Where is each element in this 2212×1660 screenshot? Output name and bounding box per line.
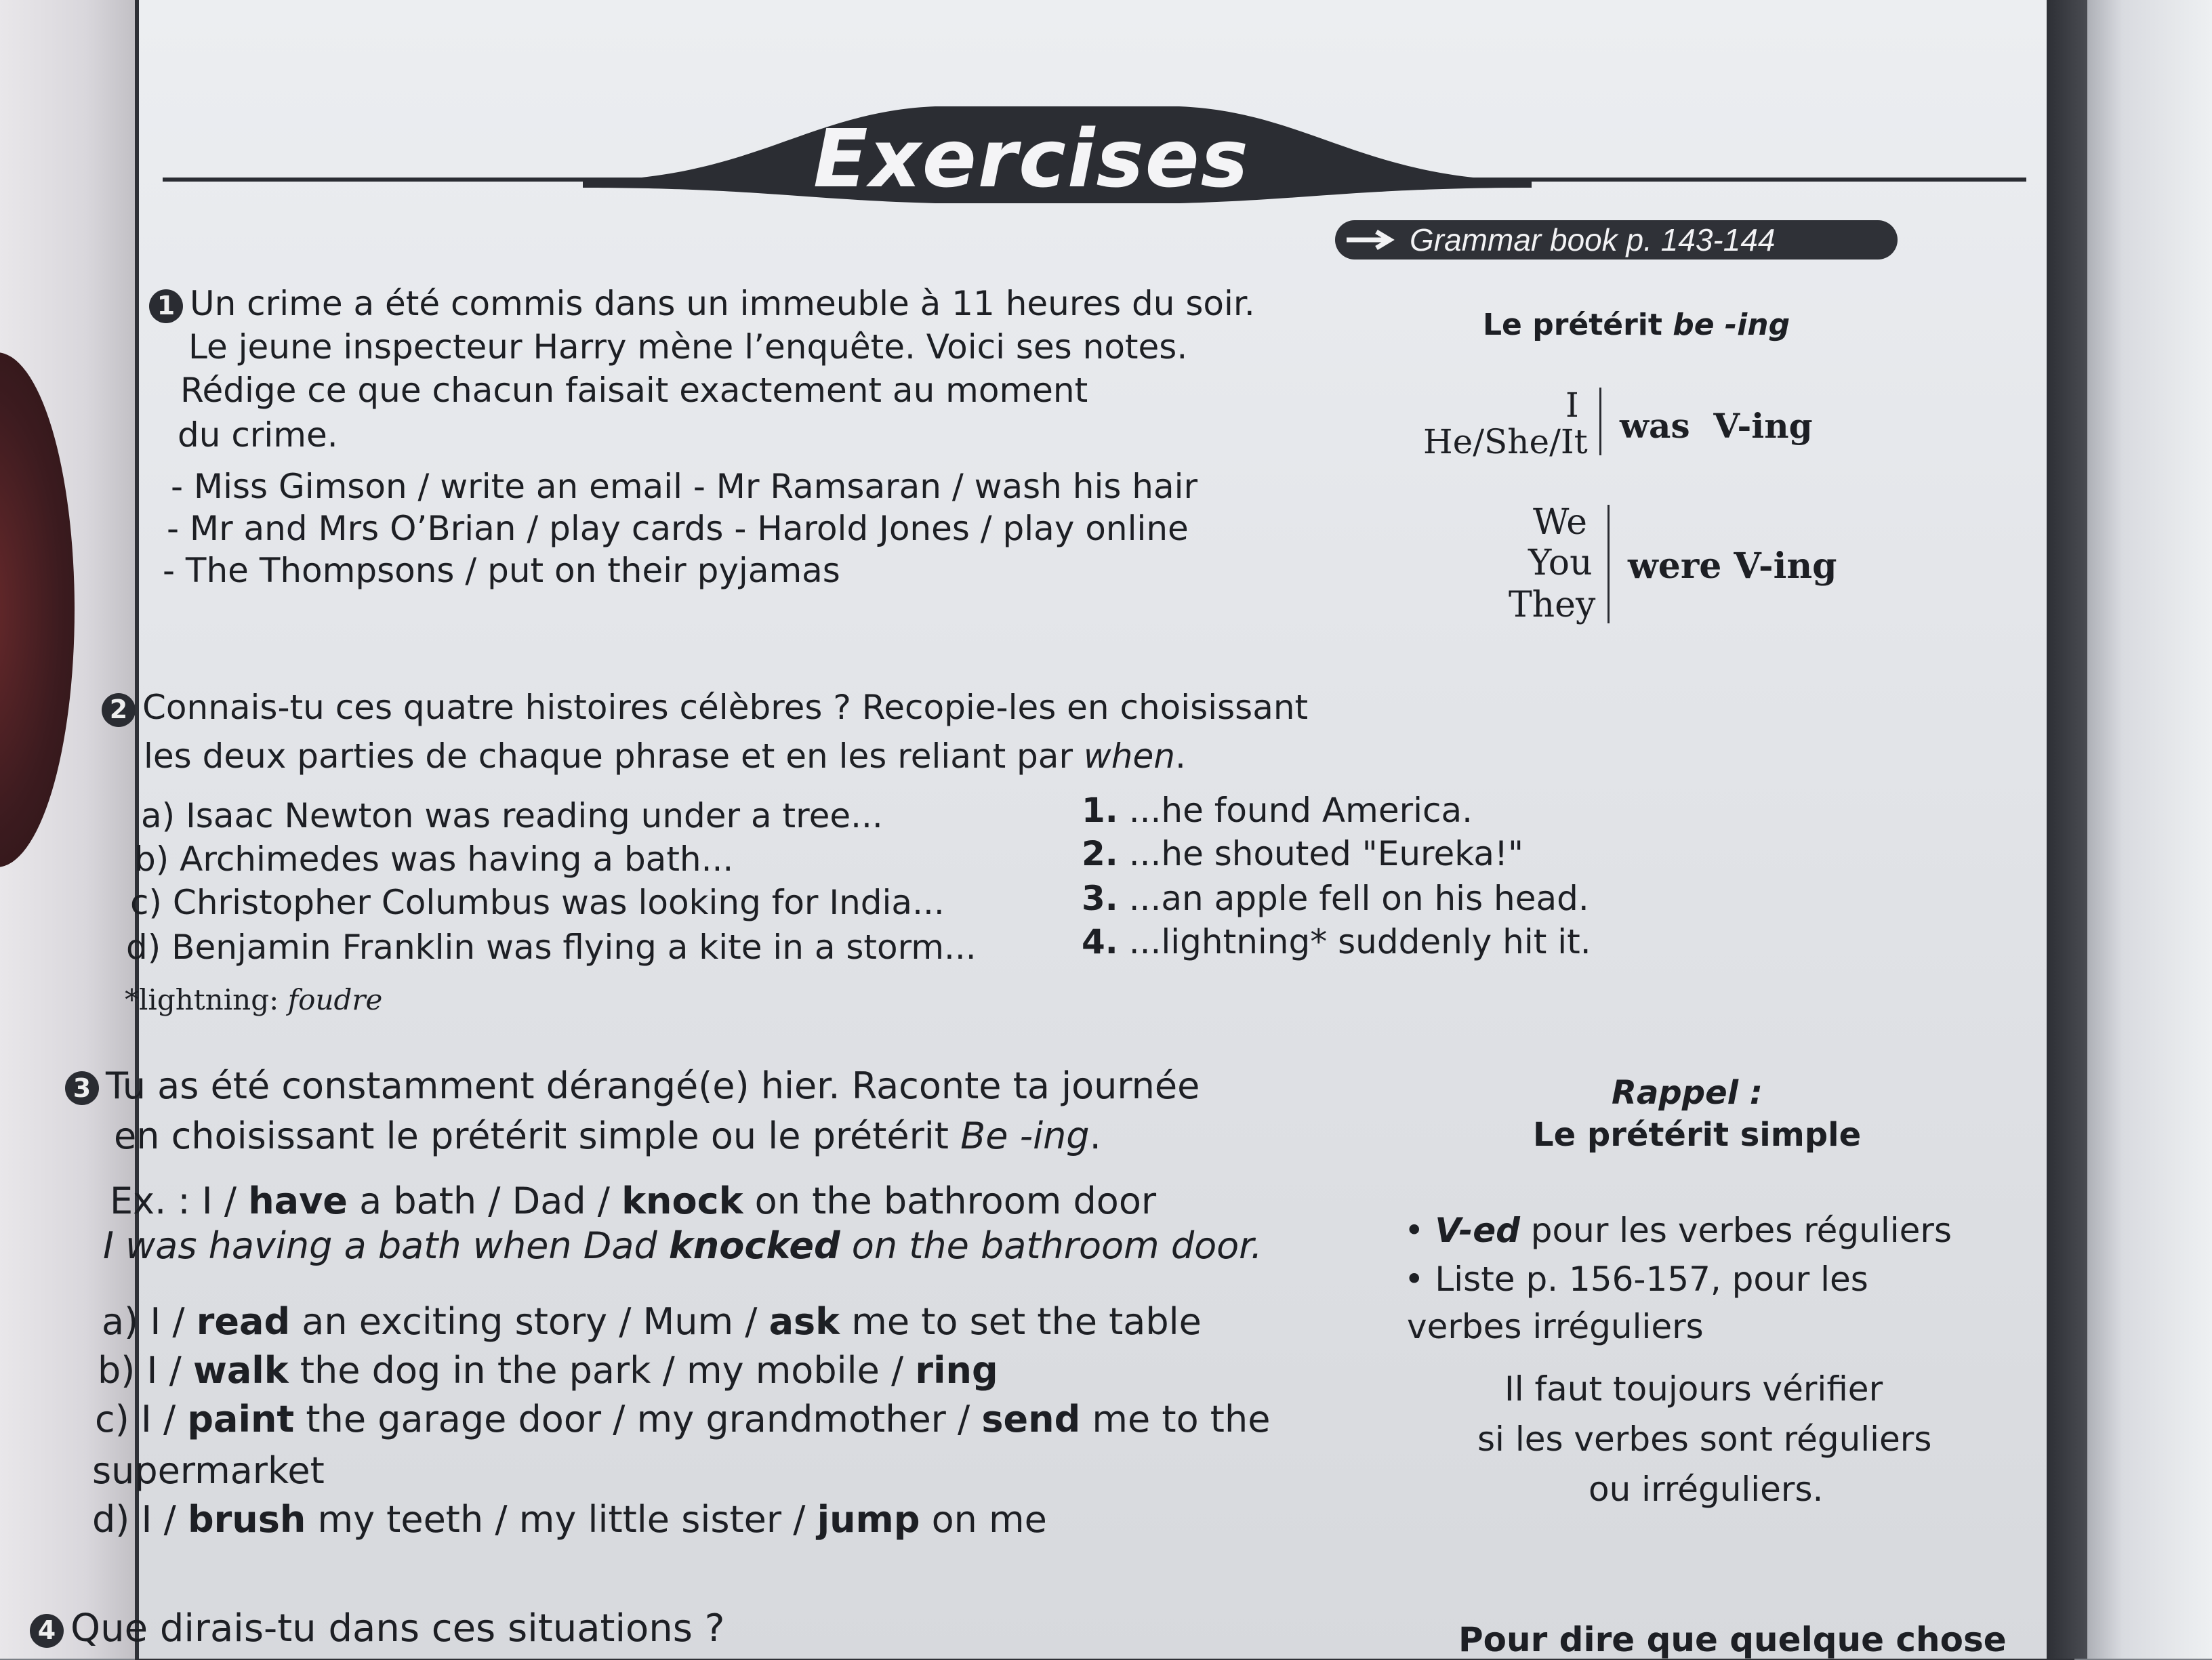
subject-i: I <box>1565 386 1579 425</box>
ex3-number: 3 <box>65 1071 99 1105</box>
ex3-item-b: b) I / walk the dog in the park / my mobile / ring <box>98 1349 998 1392</box>
rappel-note-2: si les verbes sont réguliers <box>1477 1419 1932 1459</box>
ex1-line-2: Le jeune inspecteur Harry mène l’enquête. Voici ses notes. <box>188 327 1188 367</box>
ex2-footnote: *lightning: foudre <box>125 983 383 1016</box>
ex1-note-1: - Miss Gimson / write an email - Mr Ramsaran / wash his hair <box>171 467 1198 506</box>
subject-you: You <box>1528 543 1593 583</box>
ex2-answer-3: 3. ...an apple fell on his head. <box>1082 879 1589 918</box>
ex1-line-4: du crime. <box>178 415 338 455</box>
rappel-note-1: Il faut toujours vérifier <box>1504 1369 1883 1409</box>
ex2-line-2: les deux parties de chaque phrase et en les reliant par when. <box>144 736 1186 776</box>
ex1-number: 1 <box>149 289 183 323</box>
rappel-bullet-1: • V-ed pour les verbes réguliers <box>1404 1211 1952 1250</box>
rappel-note-3: ou irréguliers. <box>1589 1470 1824 1509</box>
ex3-item-c-cont: supermarket <box>92 1449 325 1492</box>
ex2-item-b: b) Archimedes was having a bath... <box>134 839 734 879</box>
ex4-number: 4 <box>30 1614 64 1648</box>
arrow-right-icon <box>1335 220 1410 260</box>
be-ing-heading: Le prétérit be -ing <box>1483 308 1790 342</box>
grammar-reference-text: Grammar book p. 143-144 <box>1410 222 1776 257</box>
rappel-subtitle: Le prétérit simple <box>1533 1116 1862 1154</box>
ex2-number: 2 <box>102 693 136 727</box>
ex3-item-d: d) I / brush my teeth / my little sister / jump on me <box>92 1498 1047 1541</box>
ex2-item-d: d) Benjamin Franklin was flying a kite in a storm... <box>126 928 977 967</box>
ex1-note-2: - Mr and Mrs O’Brian / play cards - Harold Jones / play online <box>167 509 1189 548</box>
ex4-line-1: 4 Que dirais-tu dans ces situations ? <box>30 1607 724 1651</box>
grammar-reference <box>1335 220 1898 260</box>
ex3-item-c: c) I / paint the garage door / my grandmother / send me to the <box>95 1398 1271 1440</box>
ex3-line-2: en choisissant le prétérit simple ou le prétérit Be -ing. <box>114 1115 1101 1157</box>
divider-1 <box>1599 388 1601 455</box>
ex3-example-answer: I was having a bath when Dad knocked on the bathroom door. <box>103 1224 1263 1267</box>
rappel-title: Rappel : <box>1612 1074 1763 1112</box>
ex2-line-1: 2 Connais-tu ces quatre histoires célèbres ? Recopie-les en choisissant <box>102 688 1308 728</box>
ex1-line-3: Rédige ce que chacun faisait exactement au moment <box>180 371 1088 410</box>
rappel-bullet-2-cont: verbes irréguliers <box>1407 1307 1704 1346</box>
ex2-item-a: a) Isaac Newton was reading under a tree... <box>141 796 883 835</box>
form-were-ing: were V-ing <box>1628 545 1837 587</box>
ex1-note-3: - The Thompsons / put on their pyjamas <box>163 551 840 590</box>
ex2-answer-4: 4. ...lightning* suddenly hit it. <box>1082 922 1591 961</box>
divider-2 <box>1607 505 1610 623</box>
form-was-ing: was V-ing <box>1620 406 1813 446</box>
rappel-bullet-2: • Liste p. 156-157, pour les <box>1404 1260 1868 1299</box>
subject-they: They <box>1509 585 1596 625</box>
ex3-item-a: a) I / read an exciting story / Mum / ask me to set the table <box>102 1300 1202 1343</box>
ex2-answer-2: 2. ...he shouted "Eureka!" <box>1082 834 1524 873</box>
page-edge <box>2047 0 2087 1659</box>
ex4-side-note: Pour dire que quelque chose <box>1458 1620 2007 1659</box>
ex3-example: Ex. : I / have a bath / Dad / knock on the bathroom door <box>110 1180 1157 1222</box>
ex2-answer-1: 1. ...he found America. <box>1082 791 1473 830</box>
subject-he-she-it: He/She/It <box>1423 422 1588 461</box>
subject-we: We <box>1533 502 1587 543</box>
ex2-item-c: c) Christopher Columbus was looking for India... <box>130 883 945 922</box>
ex3-line-1: 3 Tu as été constamment dérangé(e) hier. Raconte ta journée <box>65 1065 1200 1107</box>
page-title: Exercises <box>813 112 1250 205</box>
ex1-line-1: 1 Un crime a été commis dans un immeuble à 11 heures du soir. <box>149 285 1255 324</box>
